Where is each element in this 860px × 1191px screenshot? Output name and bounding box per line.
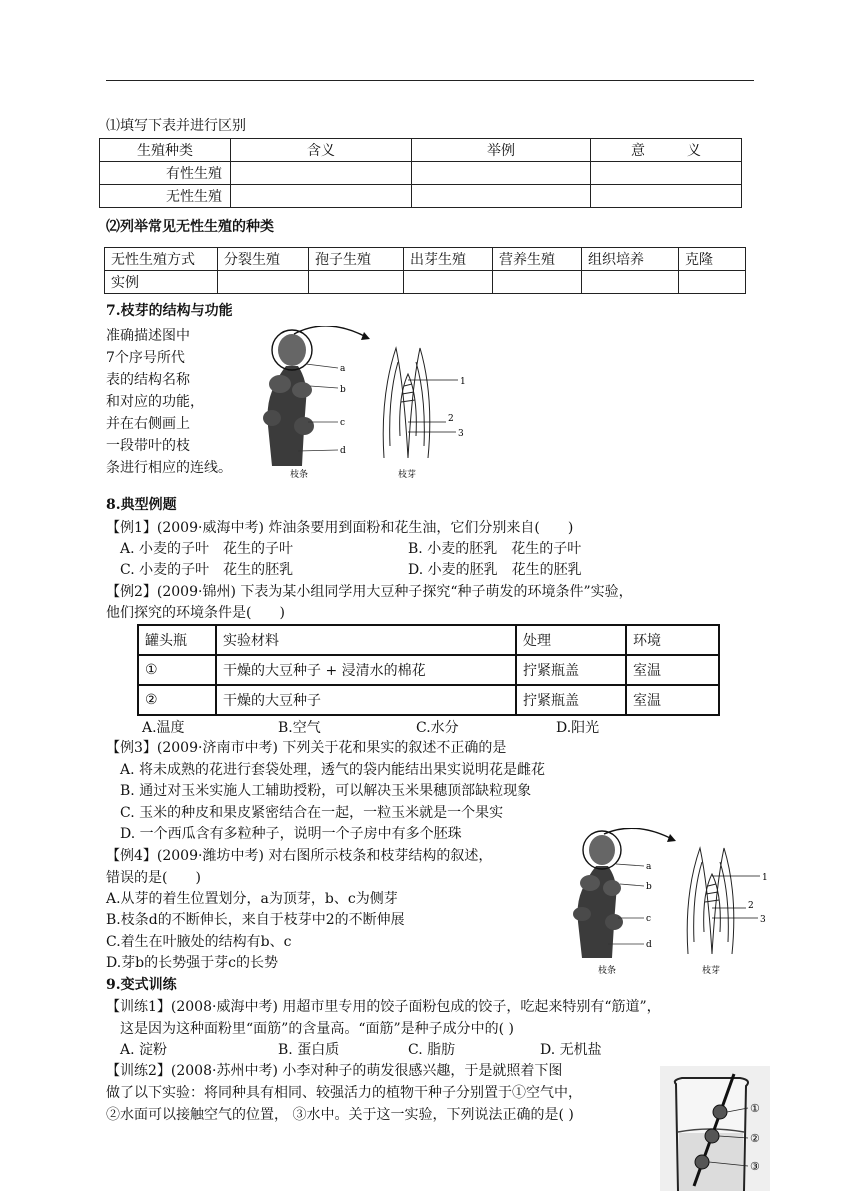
table-cell: ② [138,685,216,715]
label-3: 3 [760,915,766,925]
training-1-option-c: C. 脂肪 [408,1042,456,1058]
example-1-stem: 【例1】(2009·威海中考) 炸油条要用到面粉和花生油，它们分别来自( ) [106,520,574,536]
table-cell: 室温 [626,655,719,685]
text-line: 准确描述图中 [106,328,190,344]
table-row [138,655,719,685]
table-cell [309,271,404,294]
example-2-option-b: B.空气 [278,720,321,736]
caption-branch: 枝条 [290,470,309,480]
table-cell [412,185,591,208]
label-b: b [340,385,346,395]
table-header-cell: 环境 [626,625,719,655]
header-rule [106,80,754,81]
table-cell: 拧紧瓶盖 [516,655,626,685]
seed-3 [695,1155,709,1169]
table-cell [591,185,742,208]
reproduction-table [99,138,742,208]
example-2-option-a: A.温度 [142,720,185,736]
table-cell: 无性生殖 [100,185,231,208]
section-7-text [106,325,232,479]
table-row [138,625,719,655]
experiment-table [137,624,720,716]
label-a: a [340,364,346,374]
training-1-stem-line-2: 这是因为这种面粉里“面筋”的含量高。“面筋”是种子成分中的( ) [120,1021,515,1037]
training-2-line-2: 做了以下实验：将同种具有相同、较强活力的植物干种子分别置于①空气中， [106,1085,582,1101]
table-cell: 分裂生殖 [218,248,309,271]
table-cell: 实例 [105,271,218,294]
label-a: a [646,862,652,872]
text-line: 表的结构名称 [106,372,190,388]
branch-bud-figure [258,326,480,486]
label-1: 1 [460,377,466,387]
training-1-option-b: B. 蛋白质 [278,1042,340,1058]
example-4-option-b: B.枝条d的不断伸长，来自于枝芽中2的不断伸展 [106,912,405,928]
label-2: 2 [748,901,754,911]
table-cell: 孢子生殖 [309,248,404,271]
table-header-cell: 意 义 [591,139,742,162]
example-3-option-b: B. 通过对玉米实施人工辅助授粉，可以解决玉米果穗顶部缺粒现象 [120,783,532,799]
branch-illustration [263,326,370,466]
asexual-reproduction-table [104,247,746,294]
text-line: 并在右侧画上 [106,416,190,432]
table-cell [231,162,412,185]
label-c: c [646,914,652,924]
bud-section-illustration [383,348,430,458]
table-cell: 营养生殖 [493,248,582,271]
section-1-title: ⑴填写下表并进行区别 [106,118,246,134]
table-cell: 无性生殖方式 [105,248,218,271]
table-cell [404,271,493,294]
label-c: c [340,418,346,428]
table-header-cell: 罐头瓶 [138,625,216,655]
example-1-option-b: B. 小麦的胚乳 花生的子叶 [408,541,582,557]
table-cell: 拧紧瓶盖 [516,685,626,715]
example-2-stem-line-1: 【例2】(2009·锦州) 下表为某小组同学用大豆种子探究“种子萌发的环境条件”实验， [106,584,633,600]
table-cell: 组织培养 [582,248,679,271]
example-4-stem-line-1: 【例4】(2009·潍坊中考) 对右图所示枝条和枝芽结构的叙述， [106,848,493,864]
seed-2 [705,1129,719,1143]
table-header-cell: 处理 [516,625,626,655]
table-cell: 有性生殖 [100,162,231,185]
table-cell: ① [138,655,216,685]
training-1-stem-line-1: 【训练1】(2008·威海中考) 用超市里专用的饺子面粉包成的饺子，吃起来特别有“筋道”， [106,999,661,1015]
table-cell: 克隆 [679,248,746,271]
example-1-option-a: A. 小麦的子叶 花生的子叶 [120,541,294,557]
example-3-option-c: C. 玉米的种皮和果皮紧密结合在一起，一粒玉米就是一个果实 [120,805,504,821]
label-circle-2: ② [750,1132,760,1145]
table-header-cell: 实验材料 [216,625,516,655]
table-row [138,685,719,715]
caption-bud: 枝芽 [398,470,417,480]
table-cell: 室温 [626,685,719,715]
text-line: 条进行相应的连线。 [106,460,232,476]
training-2-line-3: ②水面可以接触空气的位置， ③水中。关于这一实验，下列说法正确的是( ) [106,1107,574,1123]
table-row [100,139,742,162]
table-cell [412,162,591,185]
branch-illustration [573,828,676,958]
table-cell [582,271,679,294]
section-8-title: 8.典型例题 [106,497,177,513]
training-1-option-d: D. 无机盐 [540,1042,602,1058]
section-9-title: 9.变式训练 [106,977,177,993]
label-d: d [340,446,346,456]
label-3: 3 [458,429,464,439]
table-row [105,248,746,271]
example-3-option-d: D. 一个西瓜含有多粒种子，说明一个子房中有多个胚珠 [120,826,462,842]
label-circle-1: ① [750,1102,760,1115]
branch-bud-figure-2 [570,828,780,978]
table-cell: 出芽生殖 [404,248,493,271]
text-line: 7个序号所代 [106,350,185,366]
example-1-option-c: C. 小麦的子叶 花生的胚乳 [120,562,294,578]
training-1-option-a: A. 淀粉 [120,1042,168,1058]
bud-section-illustration [687,848,734,954]
example-4-option-d: D.芽b的长势强于芽c的长势 [106,955,278,971]
label-circle-3: ③ [750,1160,760,1173]
example-2-option-c: C.水分 [416,720,459,736]
table-cell [493,271,582,294]
table-header-cell: 含义 [231,139,412,162]
table-cell [679,271,746,294]
table-cell [218,271,309,294]
example-4-option-c: C.着生在叶腋处的结构有b、c [106,934,292,950]
example-1-option-d: D. 小麦的胚乳 花生的胚乳 [408,562,582,578]
example-2-stem-line-2: 他们探究的环境条件是( ) [106,605,285,621]
label-b: b [646,882,652,892]
beaker-figure [660,1066,770,1191]
label-1: 1 [762,873,768,883]
label-2: 2 [448,414,454,424]
table-row [100,162,742,185]
text-line: 和对应的功能， [106,394,204,410]
example-4-option-a: A.从芽的着生位置划分，a为顶芽，b、c为侧芽 [106,891,398,907]
text-line: 一段带叶的枝 [106,438,190,454]
seed-1 [713,1105,727,1119]
table-cell [231,185,412,208]
table-header-cell: 举例 [412,139,591,162]
table-cell: 干燥的大豆种子 [216,685,516,715]
example-3-stem: 【例3】(2009·济南市中考) 下列关于花和果实的叙述不正确的是 [106,740,507,756]
example-3-option-a: A. 将未成熟的花进行套袋处理，透气的袋内能结出果实说明花是雌花 [120,762,546,778]
section-2-title: ⑵列举常见无性生殖的种类 [106,219,274,235]
table-header-cell: 生殖种类 [100,139,231,162]
example-2-option-d: D.阳光 [556,720,600,736]
table-row [100,185,742,208]
table-row [105,271,746,294]
caption-branch: 枝条 [598,966,617,976]
label-d: d [646,940,652,950]
section-7-title: 7.枝芽的结构与功能 [106,303,233,319]
training-2-line-1: 【训练2】(2008·苏州中考) 小李对种子的萌发很感兴趣，于是就照着下图 [106,1063,563,1079]
table-cell: 干燥的大豆种子 + 浸清水的棉花 [216,655,516,685]
table-cell [591,162,742,185]
caption-bud: 枝芽 [702,966,721,976]
example-4-stem-line-2: 错误的是( ) [106,870,201,886]
